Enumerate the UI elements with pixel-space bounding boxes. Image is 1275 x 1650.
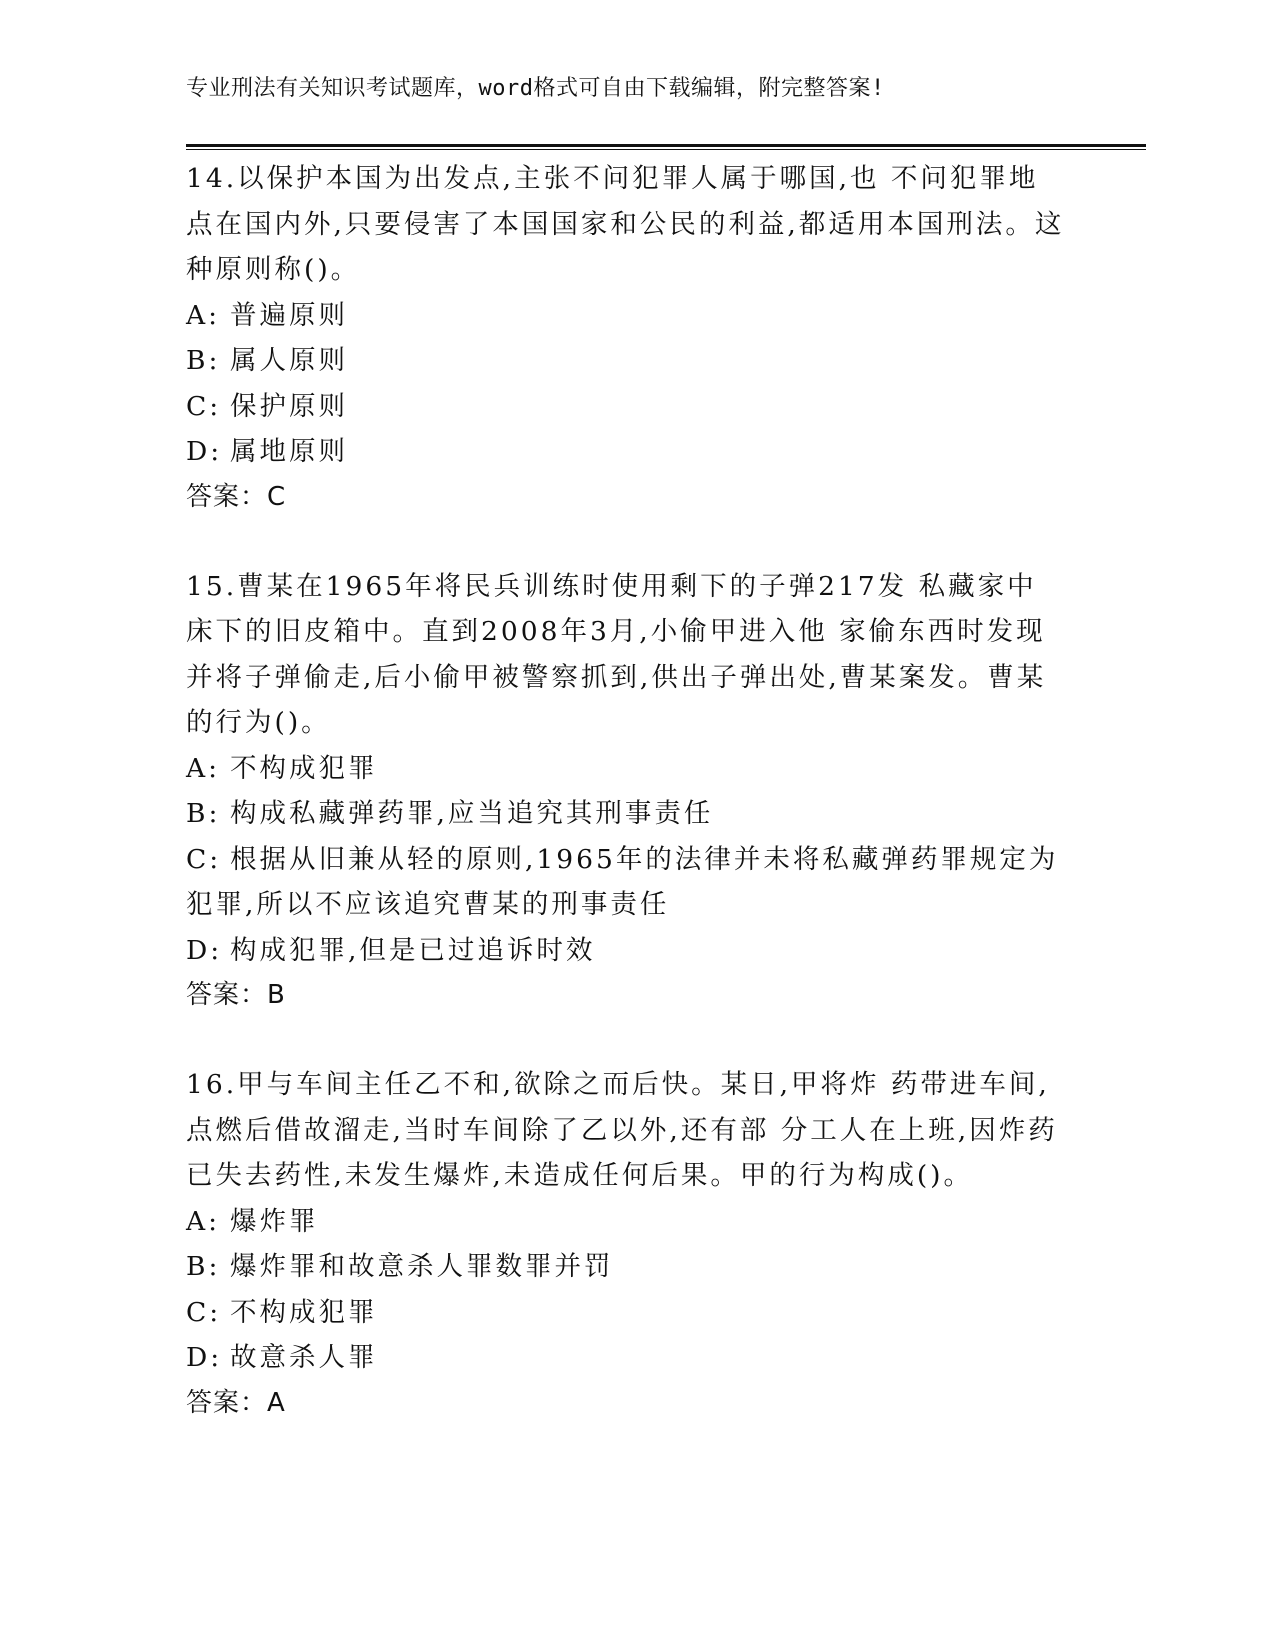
option-c	[186, 837, 1066, 928]
option-a	[186, 1199, 1066, 1245]
option-d	[186, 1335, 1066, 1381]
option-key: C:	[186, 390, 222, 422]
option-key: D:	[186, 436, 223, 467]
header-rule	[186, 144, 1146, 150]
question-14	[186, 156, 1066, 520]
option-text: 属地原则	[230, 436, 348, 467]
option-text: 普遍原则	[230, 299, 348, 331]
option-key: B:	[186, 1251, 221, 1282]
option-text: 构成私藏弹药罪,应当追究其刑事责任	[230, 798, 714, 829]
option-key: D:	[186, 1342, 223, 1373]
option-key: B:	[186, 798, 221, 829]
option-key: C:	[186, 843, 222, 875]
option-key: D:	[186, 934, 223, 966]
answer-line: 答案：C	[186, 481, 287, 512]
question-text: 16.甲与车间主任乙不和,欲除之而后快。某日,甲将炸 药带进车间,点燃后借故溜走,当时车间除了乙以外,还有部 分工人在上班,因炸药已失去药性,未发生爆炸,未造成任何后果。甲的行为构成()。	[186, 1069, 1058, 1191]
option-c	[186, 384, 1066, 430]
question-text: 15.曹某在1965年将民兵训练时使用剩下的子弹217发 私藏家中床下的旧皮箱中。直到2008年3月,小偷甲进入他 家偷东西时发现并将子弹偷走,后小偷甲被警察抓到,供出子弹出处,曹某案发。曹某的行为()。	[186, 570, 1047, 738]
question-list	[186, 156, 1066, 1470]
option-text: 构成犯罪,但是已过追诉时效	[230, 934, 596, 966]
question-16	[186, 1062, 1066, 1426]
answer-line: 答案：B	[186, 980, 286, 1010]
option-a	[186, 746, 1066, 792]
option-text: 故意杀人罪	[230, 1342, 378, 1373]
option-text: 爆炸罪和故意杀人罪数罪并罚	[230, 1251, 614, 1282]
question-text: 14.以保护本国为出发点,主张不问犯罪人属于哪国,也 不问犯罪地点在国内外,只要侵害了本国国家和公民的利益,都适用本国刑法。这种原则称()。	[186, 163, 1065, 285]
option-key: A:	[186, 752, 221, 784]
option-key: B:	[186, 345, 221, 376]
option-text: 爆炸罪	[230, 1205, 319, 1237]
option-text: 不构成犯罪	[230, 1296, 378, 1328]
option-b	[186, 1244, 1066, 1290]
question-15	[186, 564, 1066, 1019]
option-d	[186, 928, 1066, 974]
answer-line: 答案：A	[186, 1387, 286, 1418]
option-text: 属人原则	[230, 345, 348, 376]
option-a	[186, 293, 1066, 339]
option-d	[186, 429, 1066, 475]
option-key: A:	[186, 299, 221, 331]
page-header: 专业刑法有关知识考试题库，word格式可自由下载编辑，附完整答案!	[186, 76, 885, 101]
option-b	[186, 791, 1066, 837]
option-key: A:	[186, 1205, 221, 1237]
option-text: 不构成犯罪	[230, 752, 378, 784]
option-text: 根据从旧兼从轻的原则,1965年的法律并未将私藏弹药罪规定为犯罪,所以不应该追究曹某的刑事责任	[186, 843, 1059, 920]
option-b	[186, 338, 1066, 384]
option-c	[186, 1290, 1066, 1336]
option-text: 保护原则	[230, 390, 348, 422]
option-key: C:	[186, 1296, 222, 1328]
